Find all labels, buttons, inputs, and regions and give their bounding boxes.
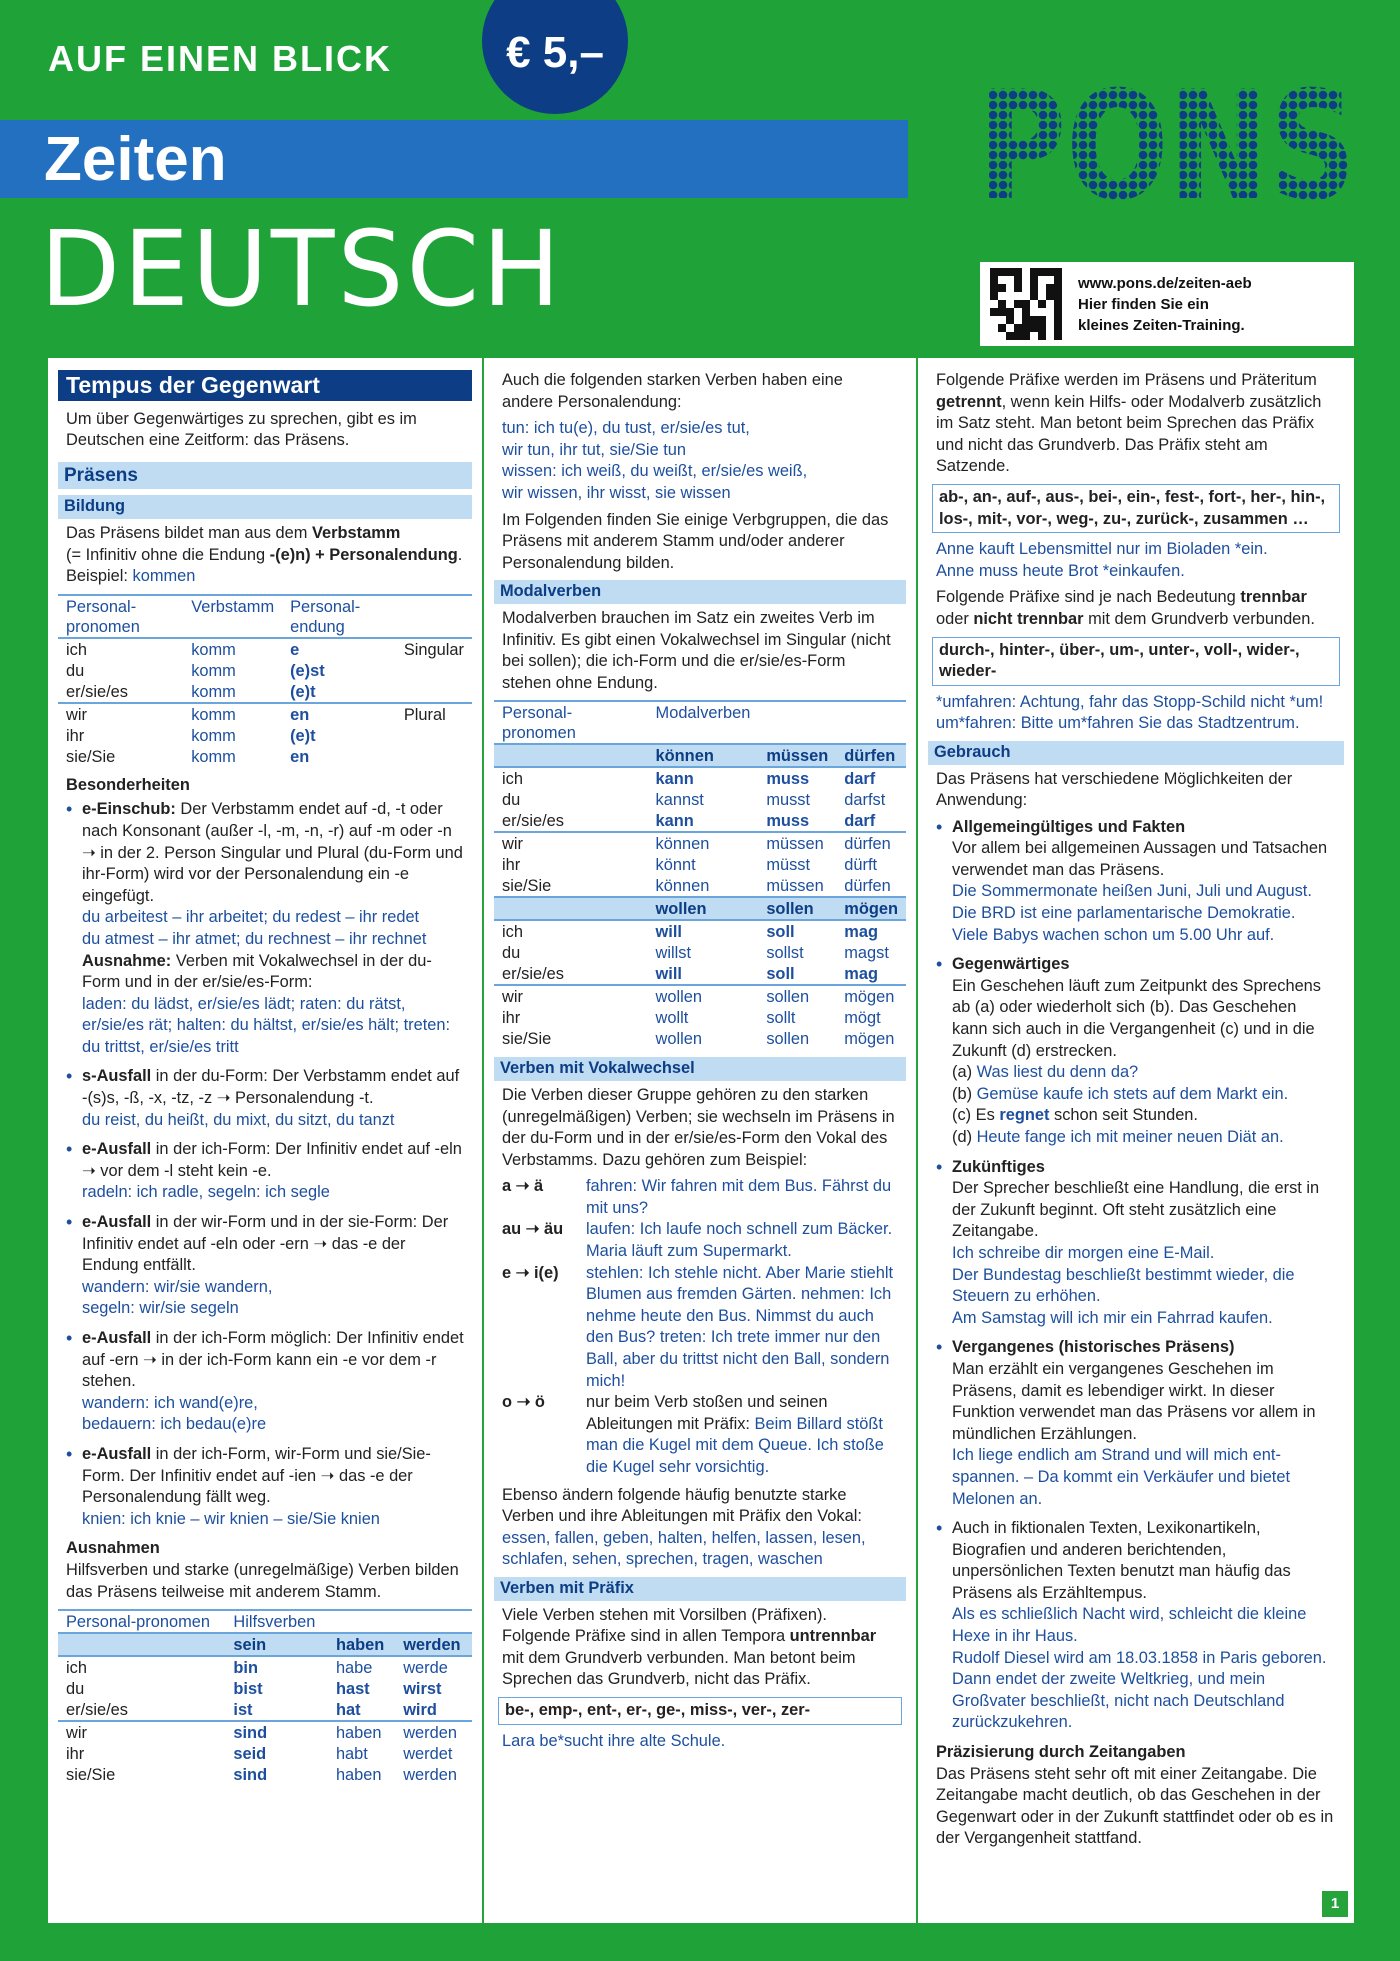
subsection-modalverben: Modalverben [494,580,906,604]
list-item: • e-Ausfall in der ich-Form: Der Infinitiv endet auf -eln ➝ vor dem -l steht kein -e. radeln: ich radle, segeln: ich segle [66,1139,464,1204]
ausnahmen-text: Hilfsverben und starke (unregelmäßige) Verben bilden das Präsens teilweise mit anderem Stamm. [66,1560,459,1601]
starke-verben-intro: Auch die folgenden starken Verben haben eine andere Personalendung: [502,371,843,411]
vokalwechsel-row: o ➝ ö nur beim Verb stoßen und seinen Ableitungen mit Präfix: Beim Billard stößt man die Kugel mit dem Queue. Ich stoße die Kugel sehr vorsichtig. [502,1393,884,1476]
conjugation-table-kommen: Personal-pronomen Verbstamm Personal-endung ich komm e Singular du komm (e)st er/sie/es komm (e)t wir komm en Plural ihr komm (e)t sie/Sie komm en [58,594,472,767]
qr-url[interactable]: www.pons.de/zeiten-aeb [1078,274,1252,292]
intro-text: Um über Gegenwärtiges zu sprechen, gibt es im Deutschen eine Zeitform: das Präsens. [66,409,417,450]
praefix-example: Lara be*sucht ihre alte Schule. [502,1731,726,1750]
main-title: DEUTSCH [40,208,564,330]
trennbar-example-1: Anne kauft Lebensmittel nur im Bioladen *ein. [936,540,1268,559]
bedeutung-text: Folgende Präfixe sind je nach Bedeutung trennbar oder nicht trennbar mit dem Grundverb verbunden. [936,588,1315,628]
list-item: • e-Ausfall in der ich-Form, wir-Form und sie/Sie-Form. Der Infinitiv endet auf -ien ➝ das -e der Personalendung fällt weg. knien: ich knie – wir knien – sie/Sie knien [66,1444,464,1530]
qr-line2: kleines Zeiten-Training. [1078,316,1245,334]
column-2 [482,358,916,1923]
list-item: • s-Ausfall in der du-Form: Der Verbstamm endet auf -(s)s, -ß, -x, -tz, -z ➝ Personalendung -t. du reist, du heißt, du mixt, du sitzt, du tanzt [66,1066,464,1131]
list-item: • e-Ausfall in der ich-Form möglich: Der Infinitiv endet auf -ern ➝ in der ich-Form kann ein -e vor dem -r stehen. wandern: ich wand(e)re, bedauern: ich bedau(e)re [66,1328,464,1436]
qr-line1: Hier finden Sie ein [1078,295,1209,313]
modalverben-text: Modalverben brauchen im Satz ein zweites Verb im Infinitiv. Es gibt einen Vokalwechsel im Singular (nicht bei sollen); die ich-Form und die er/sie/es-Form stehen ohne Endung. [502,608,891,692]
subtitle: Zeiten [44,125,227,194]
trennbar-text: Folgende Präfixe werden im Präsens und Präteritum getrennt, wenn kein Hilfs- oder Modalverb zusätzlich im Satz steht. Man betont beim Sprechen das Präfix und nicht das Grundverb. Das Präfix steht am Satzende. [936,371,1322,476]
trennbar-prefix-box: ab-, an-, auf-, aus-, bei-, ein-, fest-, fort-, her-, hin-, los-, mit-, vor-, weg-, zu-, zurück-, zusammen … [932,484,1340,533]
vokalwechsel-row: e ➝ i(e) stehlen: Ich stehle nicht. Aber Marie stiehlt Blumen aus fremden Gärten. nehmen: Ich nehme heute den Bus. Nimmst du auch den Bus? treten: Ich trete immer nur den Ball, aber du trittst nicht den Ball, sondern mich! [502,1263,894,1390]
list-item: • Auch in fiktionalen Texten, Lexikonartikeln, Biografien und anderen berichtenden, unpersönlichen Texten benutzt man häufig das Präsens als Erzähltempus. Als es schließlich Nacht wird, schleicht die kleine Hexe in ihr Haus. Rudolf Diesel wird am 18.03.1858 in Paris geboren. Dann endet der zweite Weltkrieg, und mein Großvater beschließt, nicht nach Deutschland zurückzukehren. [936,1518,1336,1734]
gebrauch-text: Das Präsens hat verschiedene Möglichkeiten der Anwendung: [936,769,1293,810]
column-1 [48,358,482,1923]
section-praesens: Präsens [58,462,472,490]
ausnahmen-heading: Ausnahmen [66,1539,160,1558]
subsection-gebrauch: Gebrauch [928,741,1344,765]
besonderheiten-list [58,799,472,1530]
qr-promo [980,262,1354,346]
list-item: • Zukünftiges Der Sprecher beschließt eine Handlung, die erst in der Zukunft beginnt. Oft steht zusätzlich eine Zeitangabe. Ich schreibe dir morgen eine E-Mail. Der Bundestag beschließt bestimmt wieder, die Steuern zu erhöhen. Am Samstag will ich mir ein Fahrrad kaufen. [936,1157,1336,1330]
vokalwechsel-row: au ➝ äu laufen: Ich laufe noch schnell zum Bäcker. Maria läuft zum Supermarkt. [502,1220,893,1261]
trennbar-example-2: Anne muss heute Brot *einkaufen. [936,561,1185,580]
gebrauch-list [928,817,1344,1734]
subsection-praefix: Verben mit Präfix [494,1577,906,1601]
qr-code-icon[interactable] [990,268,1062,340]
ebenso-examples: essen, fallen, geben, halten, helfen, lassen, lesen, schlafen, sehen, sprechen, tragen, waschen [502,1528,866,1569]
list-item: • Gegenwärtiges Ein Geschehen läuft zum Zeitpunkt des Sprechens ab (a) oder wiederholt sich (b). Das Geschehen kann sich auch in die Vergangenheit (c) und in die Zukunft (d) erstrecken. (a) Was liest du denn da? (b) Gemüse kaufe ich stets auf dem Markt ein. (c) Es regnet schon seit Stunden. (d) Heute fange ich mit meiner neuen Diät an. [936,954,1336,1148]
column-3 [916,358,1354,1923]
pons-logo [978,80,1358,214]
vokalwechsel-row: a ➝ ä fahren: Wir fahren mit dem Bus. Fährst du mit uns? [502,1177,892,1217]
untrennbar-prefix-box: be-, emp-, ent-, er-, ge-, miss-, ver-, zer- [498,1697,902,1725]
subsection-bildung: Bildung [58,495,472,519]
hilfsverben-table: Personal-pronomen Hilfsverben sein haben werden ich bin habe werde du bist hast wirst er/sie/es ist hat wird wir sind haben werden ihr seid habt werdet sie/Sie sind haben werden [58,1609,472,1785]
wissen-line2: wir wissen, ihr wisst, sie wissen [502,483,731,502]
vokalwechsel-text: Die Verben dieser Gruppe gehören zu den starken (unregelmäßigen) Verben; sie wechseln im Präsens in der du-Form und in der er/sie/es-Form den Vokal des Verbstamms. Dazu gehören zum Beispiel: [502,1085,895,1169]
wissen-line1: wissen: ich weiß, du weißt, er/sie/es weiß, [502,462,808,481]
price-badge: € 5,– [482,0,628,114]
subsection-vokalwechsel: Verben mit Vokalwechsel [494,1057,906,1081]
list-item: • Allgemeingültiges und Fakten Vor allem bei allgemeinen Aussagen und Tatsachen verwendet man das Präsens. Die Sommermonate heißen Juni, Juli und August. Die BRD ist eine parlamentarische Demokratie. Viele Babys wachen schon um 5.00 Uhr auf. [936,817,1336,947]
praezisierung-text: Das Präsens steht sehr oft mit einer Zeitangabe. Die Zeitangabe macht deutlich, ob das Geschehen in der Gegenwart oder in der Zukunft stattfindet oder ob es in der Vergangenheit stattfand. [936,1764,1334,1848]
besonderheiten-heading: Besonderheiten [66,775,190,794]
bedeutung-prefix-box: durch-, hinter-, über-, um-, unter-, voll-, wider-, wieder- [932,637,1340,686]
series-label: AUF EINEN BLICK [48,38,392,79]
ebenso-text: Ebenso ändern folgende häufig benutzte starke Verben und ihre Ableitungen mit Präfix den Vokal: [502,1485,862,1526]
list-item: • e-Ausfall in der wir-Form und in der sie-Form: Der Infinitiv endet auf -eln oder -ern ➝ das -e der Endung entfällt. wandern: wir/sie wandern, segeln: wir/sie segeln [66,1212,464,1320]
section-header-gegenwart: Tempus der Gegenwart [58,370,472,401]
bedeutung-example-2: um*fahren: Bitte um*fahren Sie das Stadtzentrum. [936,714,1300,733]
list-item: • Vergangenes (historisches Präsens) Man erzählt ein vergangenes Geschehen im Präsens, damit es lebendiger wirkt. In dieser Funktion verwendet man das Präsens vor allem in mündlichen Erzählungen. Ich liege endlich am Strand und will mich entspannen. – Da kommt ein Verkäufer und bietet Melonen an. [936,1337,1336,1510]
modalverben-table: Personal-pronomen Modalverben können müssen dürfen ich kann muss darf du kannst musst darfst er/sie/es kann muss darf wir können müssen dürfen ihr könnt müsst dürft sie/Sie können müssen dürfen wollen sollen mögen ich will soll mag du willst sollst magst er/sie/es will soll mag wir wollen sollen mögen ihr wollt sollt mögt sie/Sie wollen sollen mögen [494,700,906,1049]
pons-logo-text: PONS [978,80,1356,210]
praezisierung-heading: Präzisierung durch Zeitangaben [936,1743,1186,1762]
tun-line2: wir tun, ihr tut, sie/Sie tun [502,440,687,459]
bedeutung-example-1: *umfahren: Achtung, fahr das Stopp-Schild nicht *um! [936,692,1324,711]
list-item: • e-Einschub: Der Verbstamm endet auf -d, -t oder nach Konsonant (außer -l, -m, -n, -r) auf -m oder -n ➝ in der 2. Person Singular und Plural (du-Form und ihr-Form) wird vor der Personalendung ein -e eingefügt. du arbeitest – ihr arbeitet; du redest – ihr redet du atmest – ihr atmet; du rechnest – ihr rechnet Ausnahme: Verben mit Vokalwechsel in der du-Form und in der er/sie/es-Form: laden: du lädst, er/sie/es lädt; raten: du rätst, er/sie/es rät; halten: du hältst, er/sie/es hält; treten: du trittst, er/sie/es tritt [66,799,464,1058]
page-number: 1 [1322,1891,1348,1917]
content-panel [48,358,1354,1923]
praefix-text: Viele Verben stehen mit Vorsilben (Präfixen). Folgende Präfixe sind in allen Tempora untrennbar mit dem Grundverb verbunden. Man betont beim Sprechen das Grundverb, nicht das Präfix. [502,1605,877,1689]
tun-line1: tun: ich tu(e), du tust, er/sie/es tut, [502,419,750,438]
verbgruppen-text: Im Folgenden finden Sie einige Verbgruppen, die das Präsens mit anderem Stamm und/oder anderer Personalendung bilden. [502,510,889,572]
bildung-text: Das Präsens bildet man aus dem Verbstamm (= Infinitiv ohne die Endung -(e)n) + Personalendung. Beispiel: kommen [66,523,463,586]
